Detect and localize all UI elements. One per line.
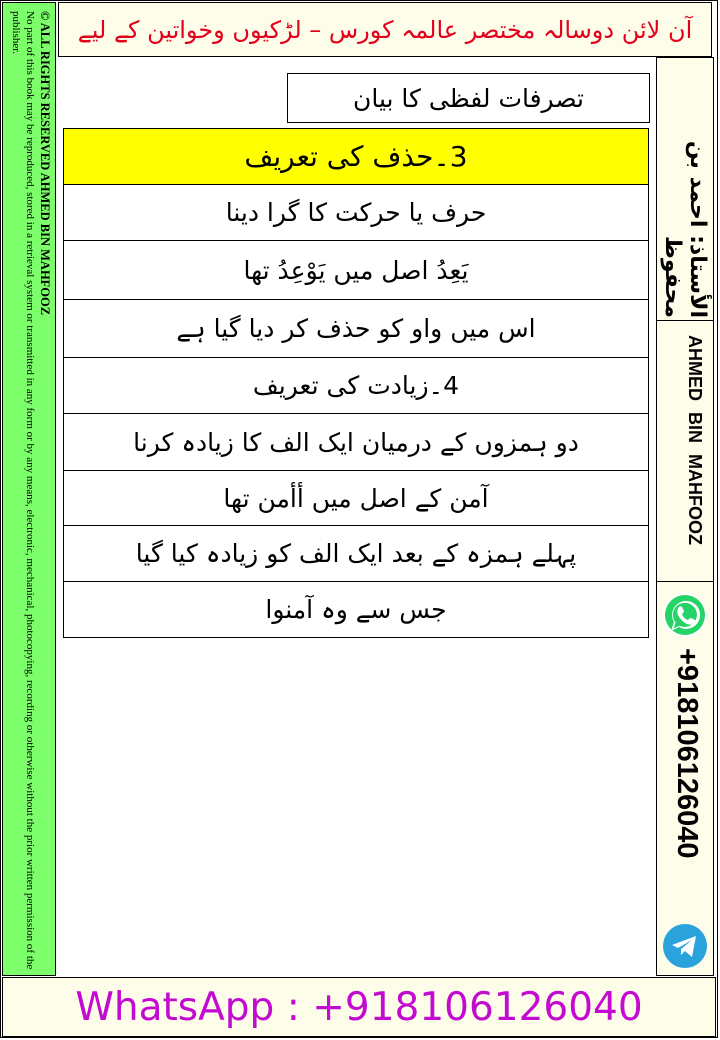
teacher-english-name: AHMED BIN MAHFOOZ bbox=[685, 335, 705, 545]
lesson-title-box bbox=[287, 73, 650, 123]
phone-number-box bbox=[657, 648, 713, 928]
table-row bbox=[64, 471, 648, 526]
row-text: 3۔حذف کی تعریف bbox=[244, 140, 468, 173]
table-row bbox=[64, 582, 648, 637]
table-row bbox=[64, 185, 648, 241]
table-row bbox=[64, 129, 648, 185]
row-text: دو ہمزوں کے درمیان ایک الف کا زیادہ کرنا bbox=[133, 427, 579, 457]
table-row bbox=[64, 300, 648, 358]
teacher-urdu-name: الأستاذ: احمد بن محفوظ bbox=[660, 140, 710, 318]
lesson-title: تصرفات لفظی کا بیان bbox=[353, 83, 584, 113]
row-text: پہلے ہمزہ کے بعد ایک الف کو زیادہ کیا گیا bbox=[135, 539, 577, 568]
row-text: اس میں واو کو حذف کر دیا گیا ہے bbox=[176, 314, 536, 343]
footer-whatsapp[interactable]: WhatsApp : +918106126040 bbox=[75, 984, 643, 1030]
telegram-icon[interactable] bbox=[661, 922, 709, 970]
course-banner-title: آن لائن دوسالہ مختصر عالمہ کورس – لڑکیوں وخواتین کے لیے bbox=[77, 15, 693, 44]
row-text: آمن کے اصل میں أأمن تھا bbox=[223, 483, 489, 513]
lesson-table bbox=[63, 128, 649, 638]
row-text: جس سے وہ آمنوا bbox=[265, 595, 447, 624]
table-row bbox=[64, 241, 648, 300]
copyright-notice: No part of this book may be reproduced, stored in a retrieval system or transmitted in any form or by any means, electronic, mechanical, photocopying, recording or otherwise without the prior written permission of the publisher. bbox=[10, 11, 36, 970]
row-text: یَعِدُ اصل میں یَوْعِدُ تھا bbox=[243, 255, 469, 285]
copyright-strip bbox=[2, 2, 56, 976]
whatsapp-icon[interactable] bbox=[661, 591, 709, 639]
table-row bbox=[64, 526, 648, 582]
teacher-column bbox=[656, 57, 714, 976]
row-text: 4۔زیادت کی تعریف bbox=[252, 371, 460, 400]
row-text: حرف یا حرکت کا گرا دینا bbox=[225, 198, 487, 227]
phone-number[interactable]: +918106126040 bbox=[671, 648, 703, 859]
teacher-english-name-box bbox=[657, 321, 713, 582]
table-row bbox=[64, 414, 648, 471]
copyright-rights-line: © ALL RIGHTS RESERVED AHMED BIN MAHFOOZ bbox=[38, 11, 52, 316]
course-banner bbox=[58, 2, 712, 57]
footer-bar bbox=[2, 977, 716, 1037]
teacher-urdu-name-box bbox=[657, 58, 713, 321]
table-row bbox=[64, 358, 648, 414]
